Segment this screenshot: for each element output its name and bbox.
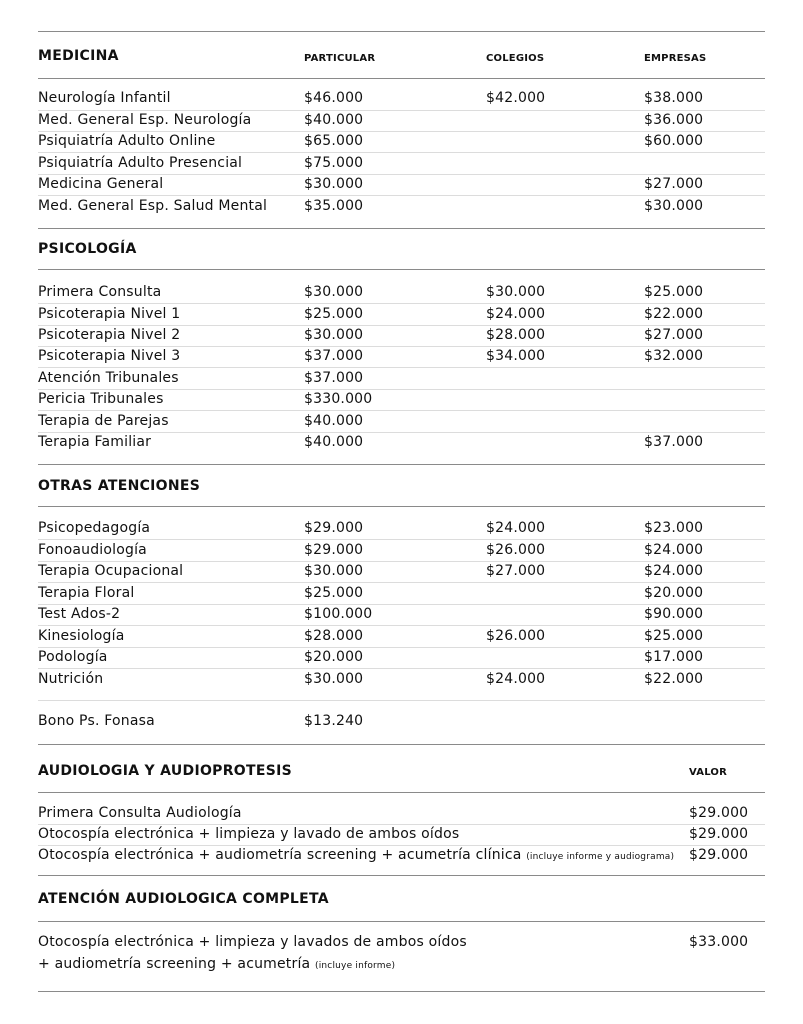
service-note: (incluye informe y audiograma) (526, 852, 675, 862)
price-empresas: $22.000 (644, 306, 704, 322)
price-empresas: $25.000 (644, 284, 704, 300)
price-empresas: $24.000 (644, 563, 704, 579)
price-empresas: $17.000 (644, 649, 704, 665)
row-divider (38, 582, 765, 583)
service-name: Test Ados-2 (38, 606, 121, 622)
price-particular: $30.000 (304, 563, 364, 579)
service-name: Primera Consulta (38, 284, 162, 300)
row-divider (38, 845, 765, 846)
service-name: Fonoaudiología (38, 542, 147, 558)
section-divider (38, 228, 765, 229)
price-colegios: $30.000 (486, 284, 546, 300)
section-divider (38, 792, 765, 793)
price-particular: $29.000 (304, 542, 364, 558)
column-header-valor: VALOR (689, 767, 728, 778)
price-particular: $28.000 (304, 628, 364, 644)
price-particular: $40.000 (304, 434, 364, 450)
price-valor: $29.000 (689, 826, 749, 842)
price-empresas: $25.000 (644, 628, 704, 644)
price-particular: $25.000 (304, 585, 364, 601)
row-divider (38, 195, 765, 196)
price-empresas: $24.000 (644, 542, 704, 558)
price-particular: $30.000 (304, 176, 364, 192)
price-colegios: $24.000 (486, 520, 546, 536)
service-name: Otocospía electrónica + limpieza y lavado de ambos oídos (38, 826, 460, 842)
price-particular: $330.000 (304, 391, 373, 407)
section-divider (38, 506, 765, 507)
row-divider (38, 700, 765, 701)
service-name: Terapia de Parejas (38, 413, 169, 429)
service-name: Kinesiología (38, 628, 125, 644)
row-divider (38, 824, 765, 825)
price-empresas: $20.000 (644, 585, 704, 601)
section-divider (38, 78, 765, 79)
section-divider (38, 921, 765, 922)
row-divider (38, 346, 765, 347)
service-name: Med. General Esp. Neurología (38, 112, 252, 128)
price-colegios: $24.000 (486, 671, 546, 687)
price-particular: $35.000 (304, 198, 364, 214)
service-note: (incluye informe) (314, 961, 396, 971)
row-divider (38, 110, 765, 111)
price-particular: $37.000 (304, 348, 364, 364)
service-name: Nutrición (38, 671, 104, 687)
bono-name: Bono Ps. Fonasa (38, 713, 155, 729)
bono-price: $13.240 (304, 713, 364, 729)
row-divider (38, 432, 765, 433)
price-colegios: $24.000 (486, 306, 546, 322)
price-empresas: $22.000 (644, 671, 704, 687)
price-particular: $30.000 (304, 327, 364, 343)
price-particular: $100.000 (304, 606, 373, 622)
price-valor: $29.000 (689, 805, 749, 821)
price-particular: $20.000 (304, 649, 364, 665)
column-header-empresas: EMPRESAS (644, 53, 707, 64)
service-name: Psiquiatría Adulto Online (38, 133, 216, 149)
row-divider (38, 174, 765, 175)
otras-atenciones-heading: OTRAS ATENCIONES (38, 478, 201, 494)
price-particular: $30.000 (304, 671, 364, 687)
psicologia-heading: PSICOLOGÍA (38, 241, 137, 257)
price-particular: $30.000 (304, 284, 364, 300)
price-colegios: $27.000 (486, 563, 546, 579)
section-divider (38, 31, 765, 32)
price-empresas: $27.000 (644, 176, 704, 192)
section-divider (38, 269, 765, 270)
service-name: Terapia Floral (38, 585, 135, 601)
row-divider (38, 131, 765, 132)
row-divider (38, 604, 765, 605)
service-name: Neurología Infantil (38, 90, 171, 106)
price-empresas: $37.000 (644, 434, 704, 450)
row-divider (38, 647, 765, 648)
price-valor: $33.000 (689, 934, 749, 950)
section-divider (38, 991, 765, 992)
price-particular: $25.000 (304, 306, 364, 322)
row-divider (38, 389, 765, 390)
price-colegios: $26.000 (486, 628, 546, 644)
atencion-completa-heading: ATENCIÓN AUDIOLOGICA COMPLETA (38, 891, 329, 907)
row-divider (38, 668, 765, 669)
service-description-line-2: + audiometría screening + acumetría (38, 956, 311, 972)
price-particular: $37.000 (304, 370, 364, 386)
service-name: Pericia Tribunales (38, 391, 164, 407)
price-particular: $40.000 (304, 112, 364, 128)
price-colegios: $42.000 (486, 90, 546, 106)
price-empresas: $23.000 (644, 520, 704, 536)
section-divider (38, 744, 765, 745)
price-empresas: $30.000 (644, 198, 704, 214)
column-header-colegios: COLEGIOS (486, 53, 545, 64)
service-name: Otocospía electrónica + audiometría screening + acumetría clínica (38, 847, 522, 863)
price-empresas: $36.000 (644, 112, 704, 128)
price-empresas: $27.000 (644, 327, 704, 343)
service-name: Psicoterapia Nivel 3 (38, 348, 181, 364)
row-divider (38, 625, 765, 626)
service-name: Podología (38, 649, 108, 665)
price-empresas: $60.000 (644, 133, 704, 149)
price-particular: $40.000 (304, 413, 364, 429)
service-name: Primera Consulta Audiología (38, 805, 242, 821)
audiologia-heading: AUDIOLOGIA Y AUDIOPROTESIS (38, 763, 292, 779)
medicina-heading: MEDICINA (38, 48, 119, 64)
row-divider (38, 410, 765, 411)
service-description-line-1: Otocospía electrónica + limpieza y lavados de ambos oídos (38, 934, 467, 950)
service-name: Terapia Ocupacional (38, 563, 184, 579)
row-divider (38, 367, 765, 368)
column-header-particular: PARTICULAR (304, 53, 376, 64)
service-name: Atención Tribunales (38, 370, 179, 386)
service-name: Terapia Familiar (38, 434, 152, 450)
row-divider (38, 152, 765, 153)
price-empresas: $90.000 (644, 606, 704, 622)
price-particular: $29.000 (304, 520, 364, 536)
service-name: Psicopedagogía (38, 520, 151, 536)
section-divider (38, 464, 765, 465)
price-empresas: $32.000 (644, 348, 704, 364)
price-valor: $29.000 (689, 847, 749, 863)
price-empresas: $38.000 (644, 90, 704, 106)
price-colegios: $34.000 (486, 348, 546, 364)
row-divider (38, 303, 765, 304)
row-divider (38, 561, 765, 562)
price-particular: $65.000 (304, 133, 364, 149)
row-divider (38, 539, 765, 540)
service-name: Psiquiatría Adulto Presencial (38, 155, 243, 171)
price-colegios: $28.000 (486, 327, 546, 343)
service-name: Medicina General (38, 176, 164, 192)
price-particular: $46.000 (304, 90, 364, 106)
service-name: Psicoterapia Nivel 1 (38, 306, 181, 322)
service-name: Med. General Esp. Salud Mental (38, 198, 268, 214)
price-colegios: $26.000 (486, 542, 546, 558)
section-divider (38, 875, 765, 876)
row-divider (38, 325, 765, 326)
price-particular: $75.000 (304, 155, 364, 171)
service-name: Psicoterapia Nivel 2 (38, 327, 181, 343)
